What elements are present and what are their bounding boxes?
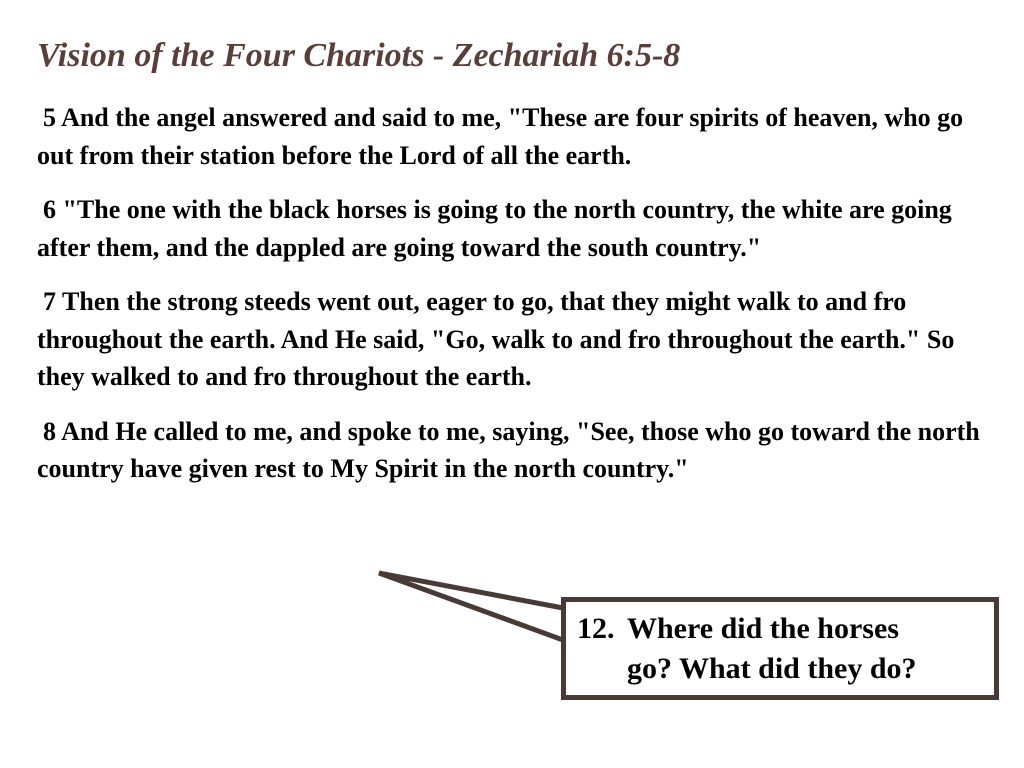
verse-5: 5 And the angel answered and said to me, "These are four spirits of heaven, who go out from their station before the Lord of all the earth.	[37, 103, 964, 170]
question-line-1: Where did the horses	[627, 612, 899, 645]
verse-6: 6 "The one with the black horses is going to the north country, the white are going after them, and the dappled are going toward the south country."	[37, 195, 952, 262]
slide-title: Vision of the Four Chariots - Zechariah 6:5-8	[37, 37, 681, 74]
question-line-2: go? What did they do?	[627, 652, 917, 685]
question-number: 12.	[577, 612, 615, 645]
verse-8: 8 And He called to me, and spoke to me, saying, "See, those who go toward the north country have given rest to My Spirit in the north country."	[37, 416, 980, 483]
verses-block	[37, 99, 997, 505]
verse-7: 7 Then the strong steeds went out, eager to go, that they might walk to and fro throughout the earth. And He said, "Go, walk to and fro throughout the earth." So they walked to and fro throughout the earth.	[37, 287, 955, 391]
callout-tail	[379, 573, 563, 640]
question-callout	[561, 597, 999, 700]
